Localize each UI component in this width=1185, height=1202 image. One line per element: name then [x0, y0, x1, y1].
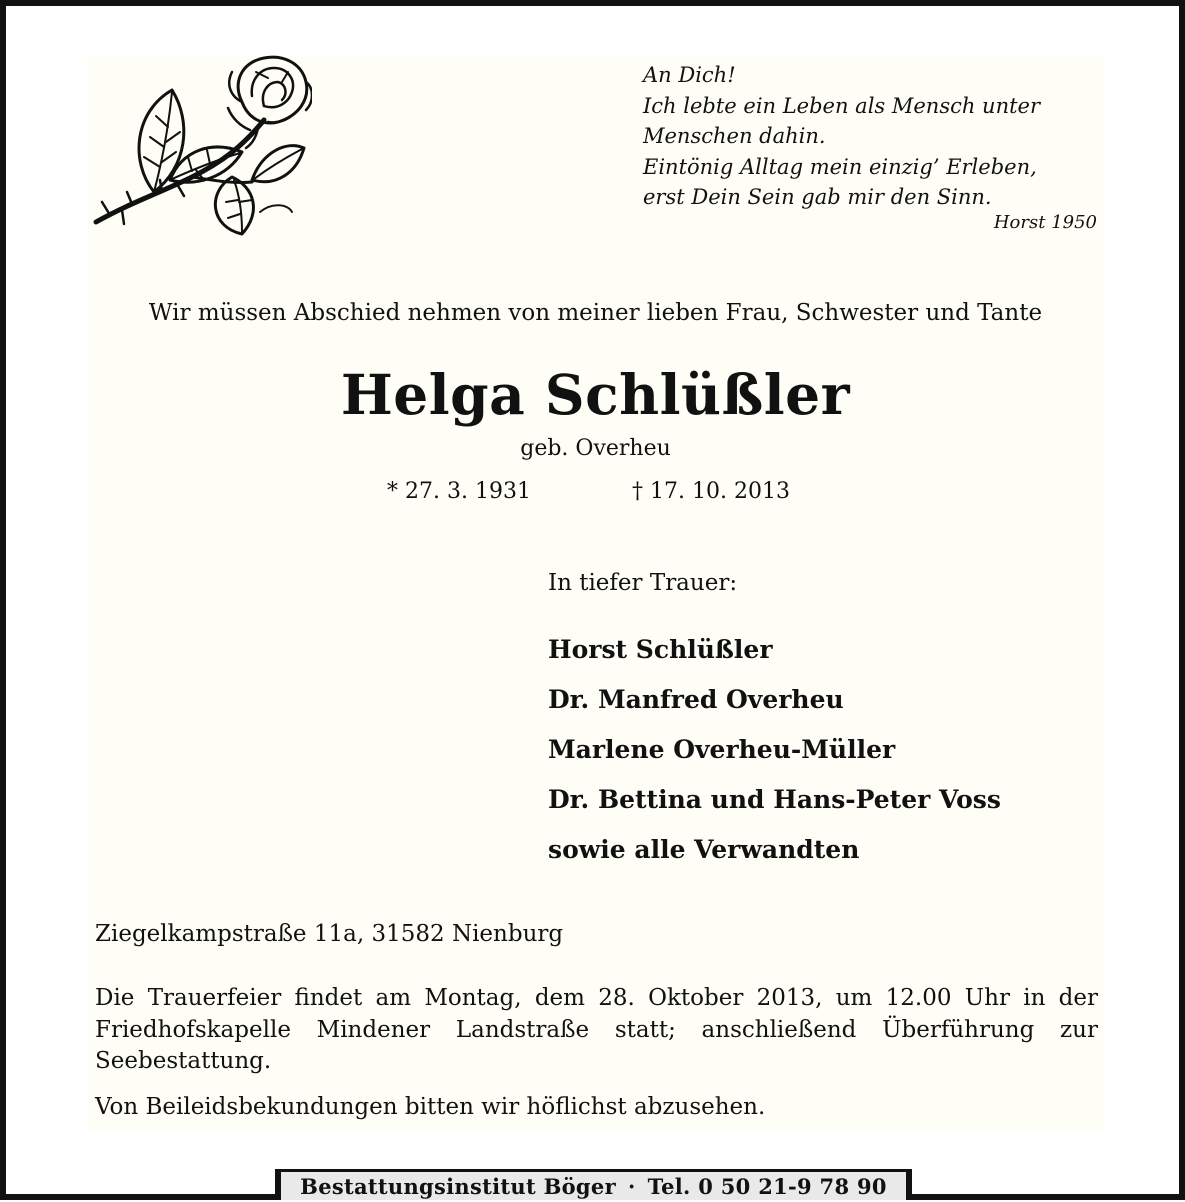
mourner-list: [548, 625, 1001, 875]
funeral-home-name: Bestattungsinstitut Böger: [300, 1174, 616, 1199]
poem-line: Ich lebte ein Leben als Mensch unter: [643, 93, 1041, 118]
death-date: † 17. 10. 2013: [632, 479, 790, 504]
mourner-name: Dr. Manfred Overheu: [548, 685, 844, 714]
request-text: Von Beileidsbekundungen bitten wir höflichst abzusehen.: [95, 1094, 766, 1120]
address: Ziegelkampstraße 11a, 31582 Nienburg: [95, 921, 564, 947]
birth-date: * 27. 3. 1931: [387, 479, 531, 504]
poem-line: An Dich!: [643, 63, 736, 87]
poem: [643, 60, 1103, 213]
poem-line: Eintönig Alltag mein einzig’ Erleben,: [643, 154, 1037, 179]
mourner-name: sowie alle Verwandten: [548, 835, 860, 864]
footer-separator: ·: [627, 1174, 636, 1199]
mourner-name: Dr. Bettina und Hans-Peter Voss: [548, 785, 1001, 814]
ceremony-text: Die Trauerfeier findet am Montag, dem 28. Oktober 2013, um 12.00 Uhr in der Friedhofskapelle Mindener Landstraße statt; anschließend Überführung zur Seebestattung.: [95, 985, 1098, 1074]
maiden-name: geb. Overheu: [520, 436, 671, 461]
poem-line: erst Dein Sein gab mir den Sinn.: [643, 185, 992, 209]
mourner-name: Horst Schlüßler: [548, 635, 773, 664]
intro-text: Wir müssen Abschied nehmen von meiner lieben Frau, Schwester und Tante: [148, 300, 1043, 326]
poem-author: Horst 1950: [993, 212, 1097, 233]
deceased-name: Helga Schlüßler: [340, 362, 851, 427]
mourning-label: In tiefer Trauer:: [548, 570, 738, 596]
funeral-home-phone: Tel. 0 50 21-9 78 90: [647, 1174, 887, 1199]
rose-icon: [92, 52, 312, 242]
mourner-name: Marlene Overheu-Müller: [548, 735, 896, 764]
footer: [281, 1172, 906, 1200]
poem-line: Menschen dahin.: [643, 124, 826, 148]
